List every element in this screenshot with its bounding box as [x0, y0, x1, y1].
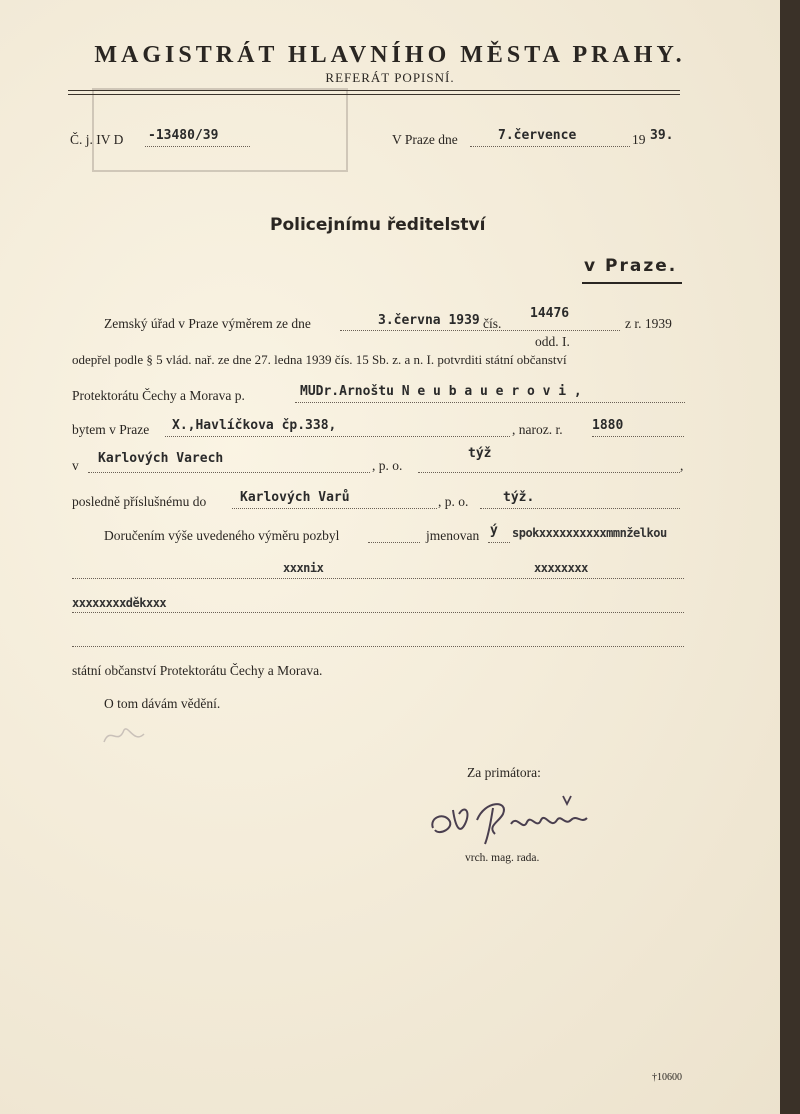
- body-l6-b: , p. o.: [438, 494, 469, 509]
- handwritten-signature: [425, 790, 595, 850]
- body-l7-b: jmenovan: [426, 528, 480, 543]
- body-l3-a: Protektorátu Čechy a Morava p.: [72, 388, 245, 403]
- body-l6-po: týž.: [503, 490, 535, 505]
- body-l6-place: Karlových Varů: [240, 490, 350, 505]
- body-l7-crossed: spokxxxxxxxxxxmmnželkou: [512, 526, 667, 540]
- footer-code: †10600: [652, 1072, 682, 1083]
- year-prefix: 19: [632, 132, 646, 147]
- body-l1-odd: odd. I.: [535, 334, 570, 349]
- body-l1-date: 3.června 1939: [378, 313, 480, 328]
- body-l4-year: 1880: [592, 418, 624, 433]
- body-l2: odepřel podle § 5 vlád. nař. ze dne 27. ledna 1939 čís. 15 Sb. z. a n. I. potvrditi státní občanství: [72, 352, 567, 367]
- addressee-line1: Policejnímu ředitelství: [270, 215, 486, 235]
- l7-dots: [368, 528, 420, 543]
- body-l1-b: z r. 1939: [625, 316, 672, 331]
- body-l9-crossed: xxxxxxxxděkxxx: [72, 596, 167, 610]
- l10-dots: [72, 632, 684, 647]
- body-l5-c: ,: [680, 458, 684, 473]
- body-l1-a: Zemský úřad v Praze výměrem ze dne: [104, 316, 311, 331]
- faded-stamp: [92, 88, 348, 172]
- body-l8-crossed-2: xxxxxxxx: [534, 561, 588, 575]
- scan-edge: [780, 0, 800, 1114]
- pencil-mark: [100, 720, 150, 750]
- ref-number: -13480/39: [148, 128, 219, 143]
- body-l4-addr: X.,Havlíčkova čp.338,: [172, 418, 337, 433]
- body-l5-b: , p. o.: [372, 458, 403, 473]
- body-l10: státní občanství Protektorátu Čechy a Morava.: [72, 663, 323, 678]
- body-l7-c: ý: [490, 523, 498, 538]
- body-l11: O tom dávám vědění.: [104, 696, 221, 711]
- signature-for-label: Za primátora:: [467, 765, 541, 780]
- header-rule-1: [68, 90, 680, 91]
- addressee-line2: v Praze.: [584, 256, 678, 276]
- ref-label: Č. j. IV D: [70, 132, 124, 147]
- body-l5-place: Karlových Varech: [98, 451, 224, 466]
- body-l5-po: týž: [468, 446, 492, 461]
- body-l8-crossed-1: xxxnix: [283, 561, 324, 575]
- body-l6-a: posledně příslušnému do: [72, 494, 207, 509]
- body-l5-a: v: [72, 458, 79, 473]
- body-l4-a: bytem v Praze: [72, 422, 150, 437]
- body-l3-name: MUDr.Arnoštu N e u b a u e r o v i ,: [300, 384, 582, 399]
- date-value: 7.července: [498, 128, 577, 143]
- year-value: 39.: [650, 128, 674, 143]
- body-l1-cis: čís.: [483, 316, 502, 331]
- signature-title: vrch. mag. rada.: [465, 852, 540, 864]
- body-l4-b: , naroz. r.: [512, 422, 563, 437]
- l5-dots2: [418, 458, 680, 473]
- body-l1-num: 14476: [530, 306, 570, 321]
- header-subtitle: REFERÁT POPISNÍ.: [325, 70, 455, 85]
- l8-dots: [72, 564, 684, 579]
- addressee-underline: [582, 282, 682, 284]
- date-label: V Praze dne: [392, 132, 458, 147]
- header-rule-2: [68, 94, 680, 95]
- body-l7-a: Doručením výše uvedeného výměru pozbyl: [104, 528, 340, 543]
- header-title: MAGISTRÁT HLAVNÍHO MĚSTA PRAHY.: [94, 42, 686, 68]
